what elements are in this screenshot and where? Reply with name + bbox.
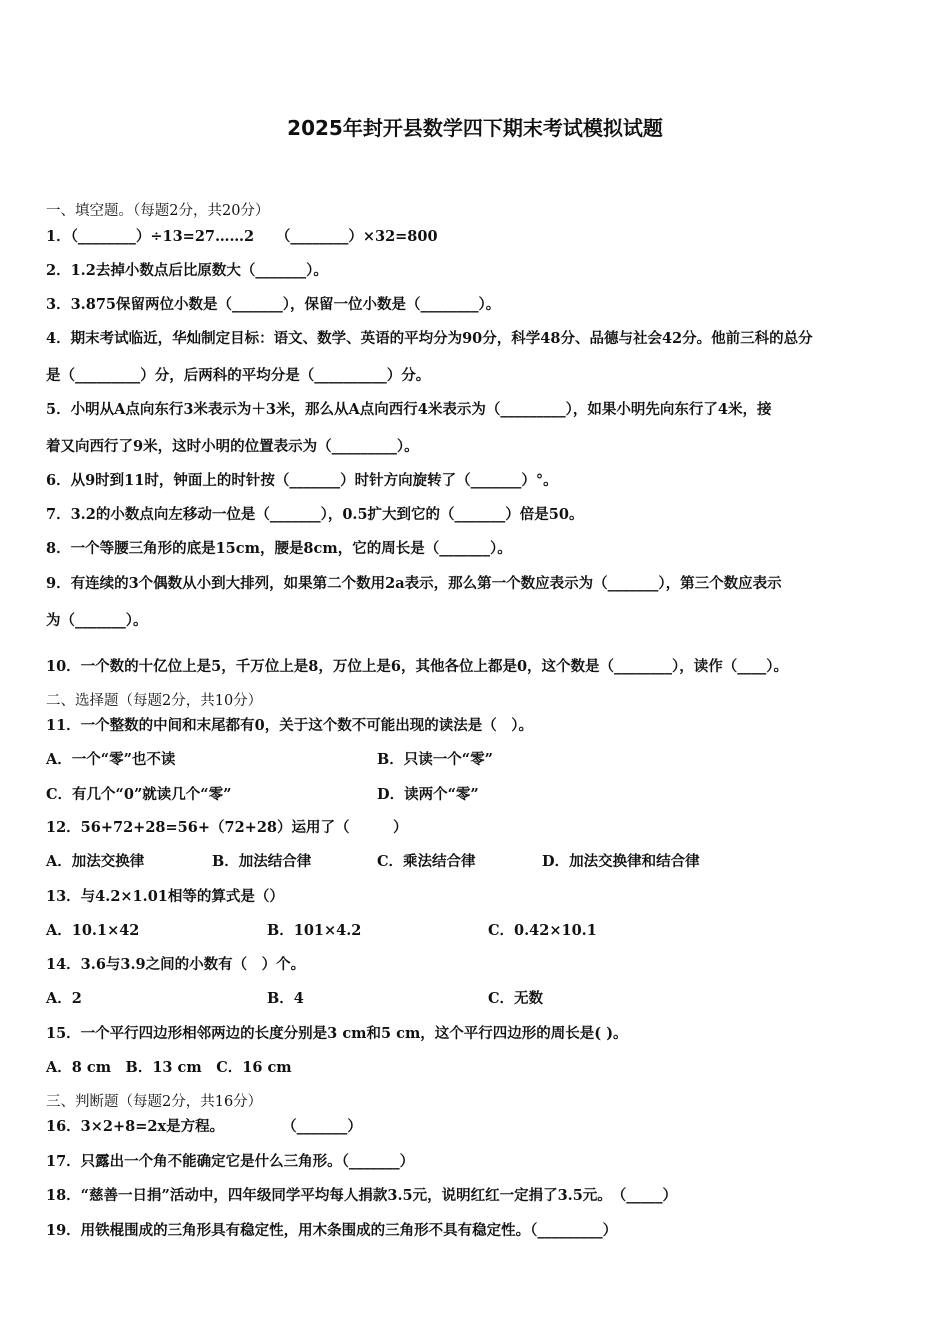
- question-17: 17．只露出一个角不能确定它是什么三角形。（_______）: [46, 1153, 415, 1170]
- question-12: 12．56+72+28=56+（72+28）运用了（ ）: [46, 819, 408, 836]
- question-5-line-2: 着又向西行了9米，这时小明的位置表示为（_________）。: [46, 438, 419, 455]
- q14-option-c: C．无数: [488, 990, 544, 1007]
- q13-option-b: B．101×4.2: [267, 922, 362, 939]
- question-15: 15．一个平行四边形相邻两边的长度分别是3 cm和5 cm，这个平行四边形的周长是( )。: [46, 1025, 628, 1042]
- question-10: 10．一个数的十亿位上是5，千万位上是8，万位上是6，其他各位上都是0，这个数是（________），读作（____）。: [46, 658, 789, 675]
- question-9-line-2: 为（_______）。: [46, 612, 148, 629]
- question-11: 11．一个整数的中间和末尾都有0，关于这个数不可能出现的读法是（ ）。: [46, 717, 534, 734]
- q14-option-a: A．2: [46, 990, 82, 1007]
- question-4-line-1: 4．期末考试临近，华灿制定目标：语文、数学、英语的平均分为90分，科学48分、品德与社会42分。他前三科的总分: [46, 330, 813, 347]
- question-14: 14．3.6与3.9之间的小数有（ ）个。: [46, 956, 306, 973]
- page-title: 2025年封开县数学四下期末考试模拟试题: [287, 116, 663, 140]
- q11-option-c: C．有几个“0”就读几个“零”: [46, 786, 232, 803]
- q14-option-b: B．4: [267, 990, 304, 1007]
- section-heading-choice: 二、选择题（每题2分，共10分）: [46, 693, 263, 709]
- q11-option-d: D．读两个“零”: [377, 786, 479, 803]
- q11-option-b: B．只读一个“零”: [377, 751, 493, 768]
- q12-option-d: D．加法交换律和结合律: [542, 853, 700, 870]
- question-5-line-1: 5．小明从A点向东行3米表示为＋3米，那么从A点向西行4米表示为（_________），如果小明先向东行了4米，接: [46, 401, 772, 418]
- q12-option-b: B．加法结合律: [212, 853, 312, 870]
- q12-option-a: A．加法交换律: [46, 853, 145, 870]
- q13-option-a: A．10.1×42: [46, 922, 140, 939]
- section-heading-judge: 三、判断题（每题2分，共16分）: [46, 1094, 263, 1110]
- question-6: 6．从9时到11时，钟面上的时针按（_______）时针方向旋转了（_______）°。: [46, 472, 558, 489]
- question-4-line-2: 是（_________）分，后两科的平均分是（__________）分。: [46, 367, 431, 384]
- q13-option-c: C．0.42×10.1: [488, 922, 597, 939]
- question-18: 18．“慈善一日捐”活动中，四年级同学平均每人捐款3.5元，说明红红一定捐了3.5元。 （_____）: [46, 1187, 678, 1204]
- question-1: 1．（________）÷13=27……2 （________）×32=800: [46, 228, 438, 245]
- question-19: 19．用铁棍围成的三角形具有稳定性，用木条围成的三角形不具有稳定性。（_________）: [46, 1222, 618, 1239]
- q12-option-c: C．乘法结合律: [377, 853, 476, 870]
- section-heading-fill-in: 一、填空题。（每题2分，共20分）: [46, 203, 270, 219]
- question-16: 16．3×2+8=2x是方程。 （_______）: [46, 1118, 362, 1135]
- question-9-line-1: 9．有连续的3个偶数从小到大排列，如果第二个数用2a表示，那么第一个数应表示为（_______），第三个数应表示: [46, 575, 782, 592]
- q15-options: A．8 cm B．13 cm C．16 cm: [46, 1059, 292, 1076]
- question-8: 8．一个等腰三角形的底是15cm，腰是8cm，它的周长是（_______）。: [46, 540, 512, 557]
- question-3: 3．3.875保留两位小数是（_______），保留一位小数是（________）。: [46, 296, 501, 313]
- question-13: 13．与4.2×1.01相等的算式是（）: [46, 888, 284, 905]
- q11-option-a: A．一个“零”也不读: [46, 751, 176, 768]
- question-2: 2．1.2去掉小数点后比原数大（_______）。: [46, 262, 328, 279]
- question-7: 7．3.2的小数点向左移动一位是（_______），0.5扩大到它的（_______）倍是50。: [46, 506, 584, 523]
